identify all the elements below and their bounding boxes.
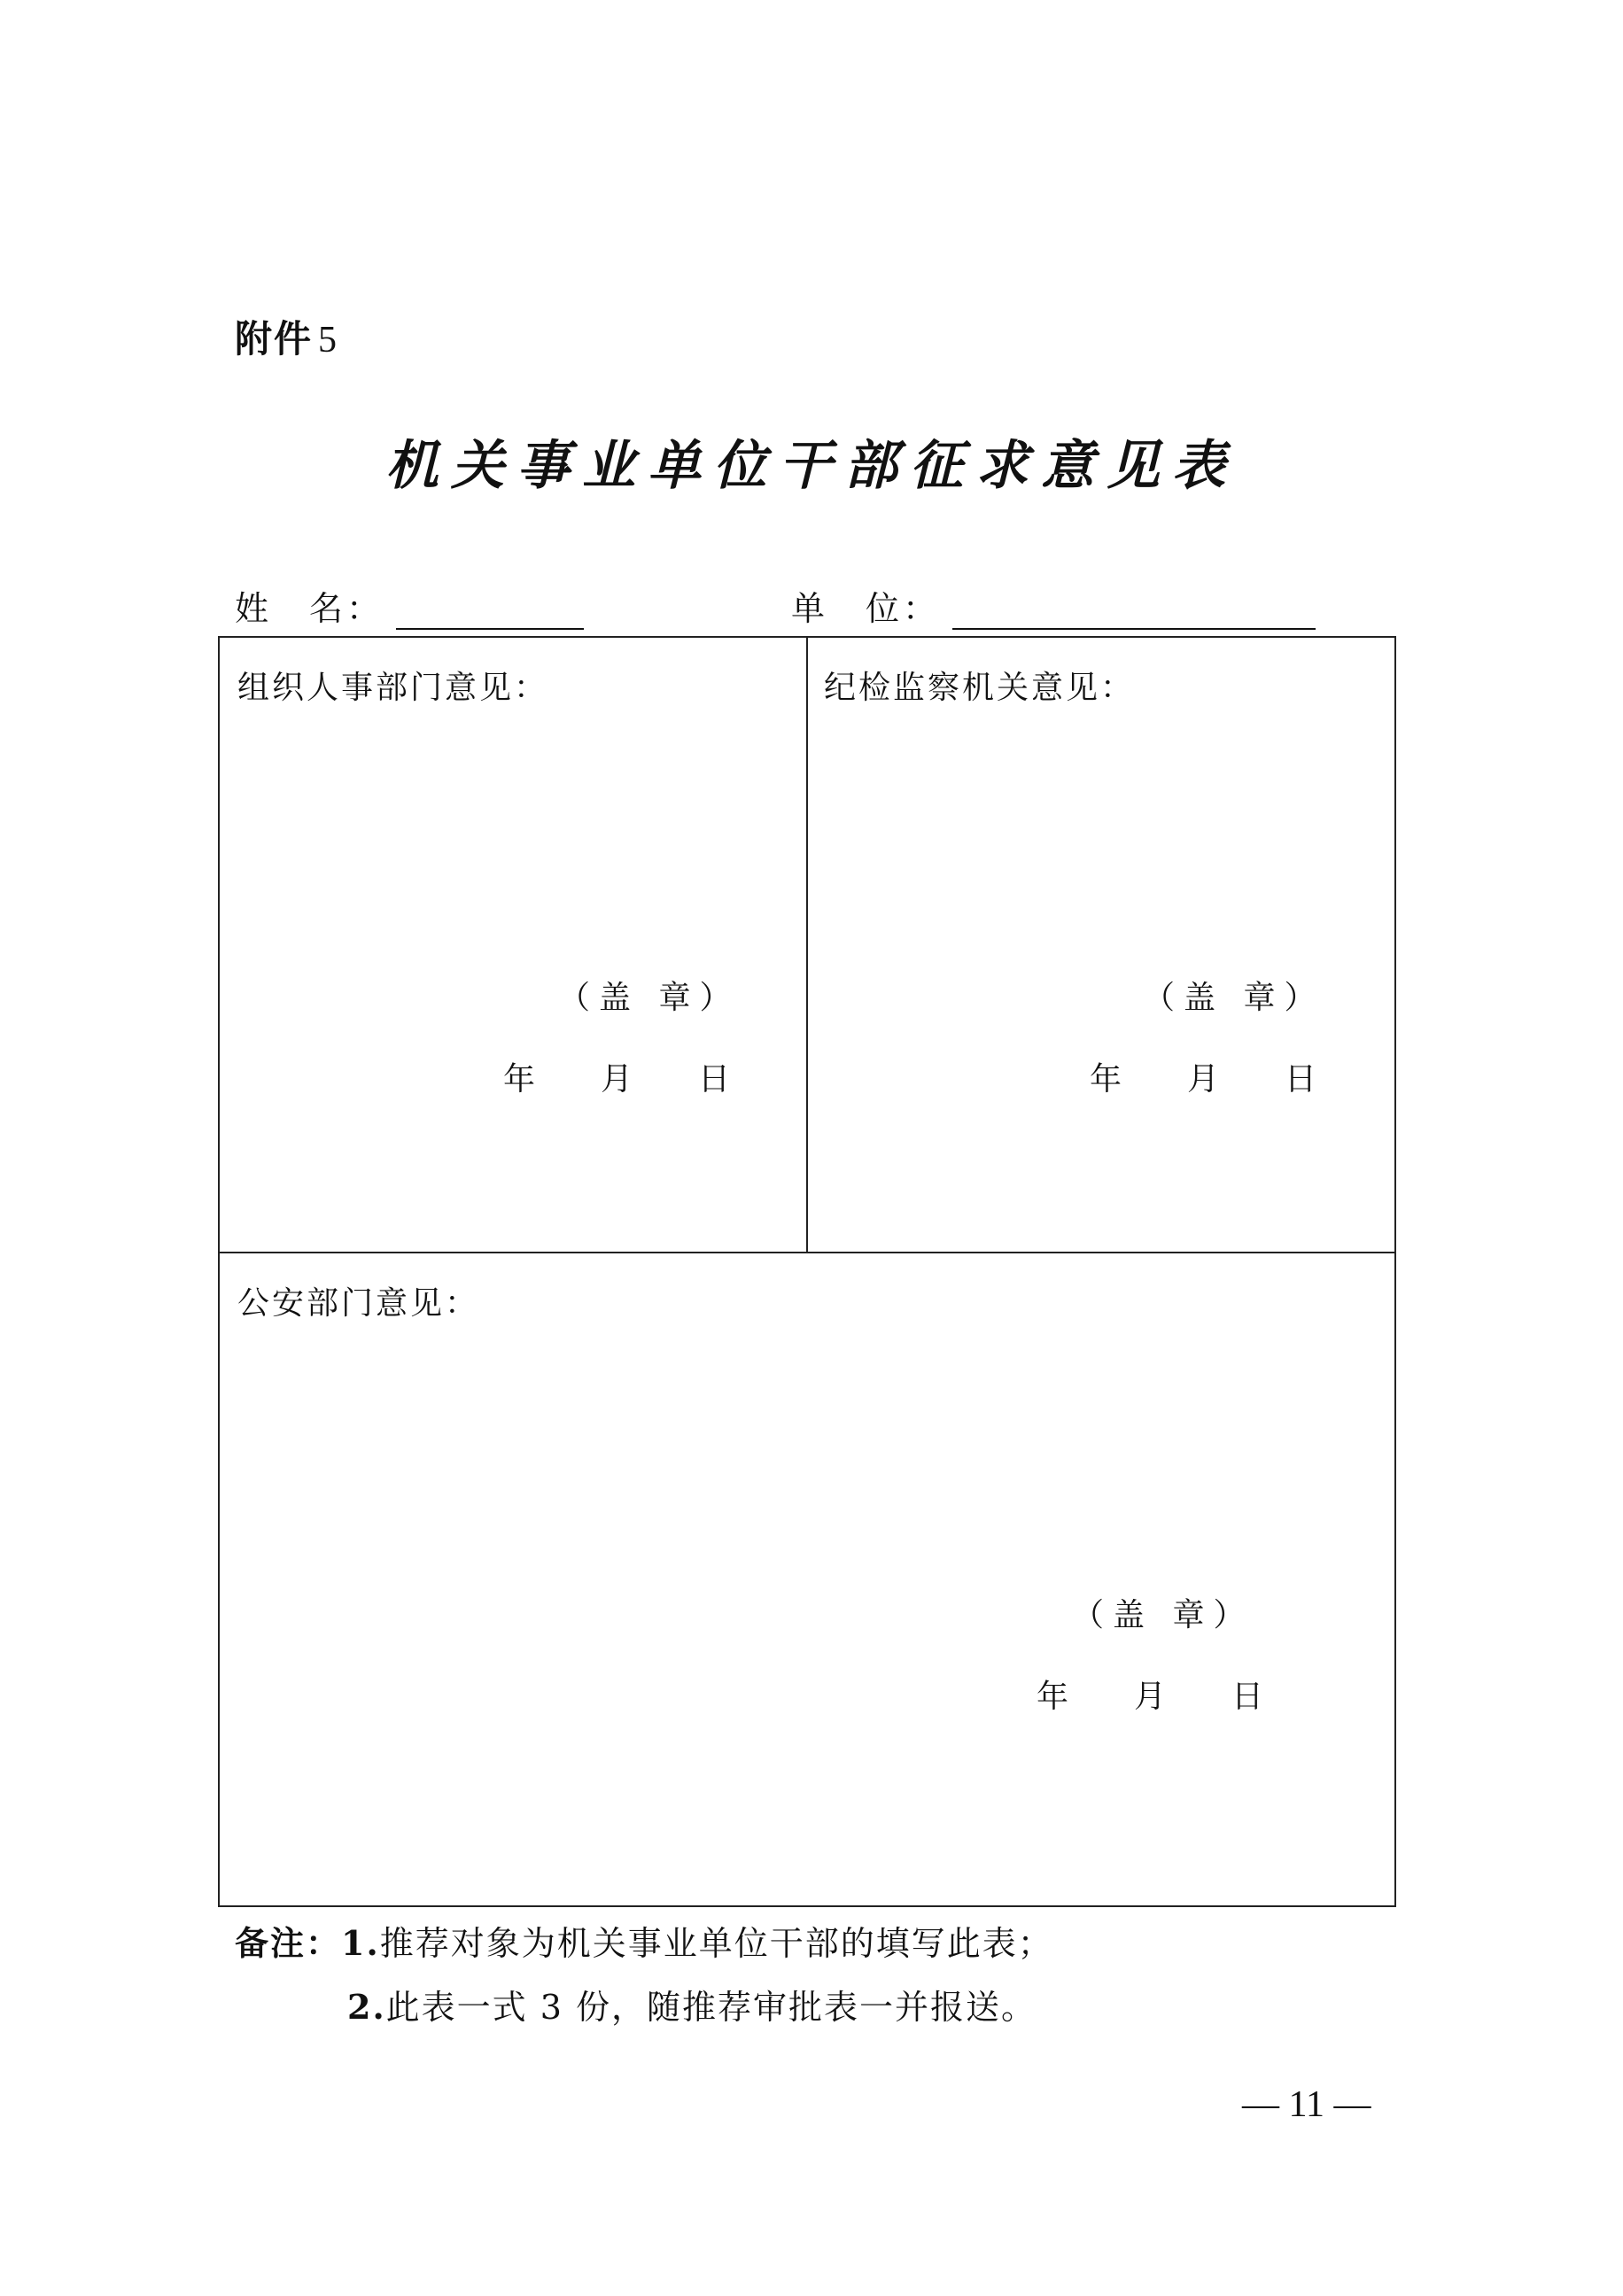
police-opinion-heading: 公安部门意见： bbox=[237, 1285, 480, 1322]
discipline-date-line bbox=[1090, 1054, 1316, 1099]
remark-note-2 bbox=[235, 1975, 1053, 2039]
org-date-day: 日 bbox=[698, 1061, 731, 1098]
discipline-opinion-cell[interactable] bbox=[808, 638, 1394, 1253]
discipline-date-year: 年 bbox=[1090, 1061, 1122, 1098]
attachment-label-text: 附件 bbox=[235, 317, 314, 361]
name-field bbox=[235, 581, 584, 630]
police-date-day: 日 bbox=[1231, 1679, 1264, 1715]
remark-note-1-text: 推荐对象为机关事业单位干部的填写此表； bbox=[379, 1924, 1053, 1963]
discipline-date-day: 日 bbox=[1285, 1061, 1317, 1098]
police-date-month: 月 bbox=[1134, 1679, 1167, 1715]
unit-field-label: 单 位： bbox=[791, 589, 941, 628]
org-seal-label: （盖 章） bbox=[558, 980, 741, 1016]
police-date-year: 年 bbox=[1037, 1679, 1069, 1715]
remarks-label: 备注： bbox=[235, 1924, 342, 1963]
attachment-label bbox=[235, 310, 338, 363]
page-number: — 11 — bbox=[1242, 2084, 1371, 2125]
org-opinion-heading: 组织人事部门意见： bbox=[237, 670, 549, 706]
police-date-line bbox=[1037, 1672, 1263, 1717]
org-date-year: 年 bbox=[503, 1061, 536, 1098]
remark-note-1 bbox=[235, 1912, 1053, 1975]
discipline-date-month: 月 bbox=[1187, 1061, 1220, 1098]
attachment-number: 5 bbox=[318, 320, 339, 361]
remark-note-1-number: 1. bbox=[341, 1923, 380, 1963]
police-opinion-cell[interactable] bbox=[220, 1253, 1394, 1905]
org-date-month: 月 bbox=[601, 1061, 633, 1098]
remarks bbox=[235, 1912, 1053, 2039]
unit-field-blank[interactable] bbox=[952, 589, 1316, 630]
opinion-table bbox=[218, 636, 1396, 1907]
discipline-opinion-heading: 纪检监察机关意见： bbox=[824, 670, 1136, 706]
name-field-label: 姓 名： bbox=[235, 589, 384, 628]
remark-note-2-number: 2. bbox=[347, 1987, 386, 2027]
remark-note-2-text: 此表一式 3 份，随推荐审批表一并报送。 bbox=[385, 1988, 1037, 2027]
document-title: 机关事业单位干部征求意见表 bbox=[385, 435, 1238, 497]
org-date-line bbox=[503, 1054, 730, 1099]
unit-field bbox=[791, 581, 1316, 630]
discipline-seal-label: （盖 章） bbox=[1143, 980, 1325, 1016]
police-seal-label: （盖 章） bbox=[1072, 1597, 1254, 1633]
org-opinion-cell[interactable] bbox=[220, 638, 808, 1253]
name-field-blank[interactable] bbox=[396, 589, 584, 630]
